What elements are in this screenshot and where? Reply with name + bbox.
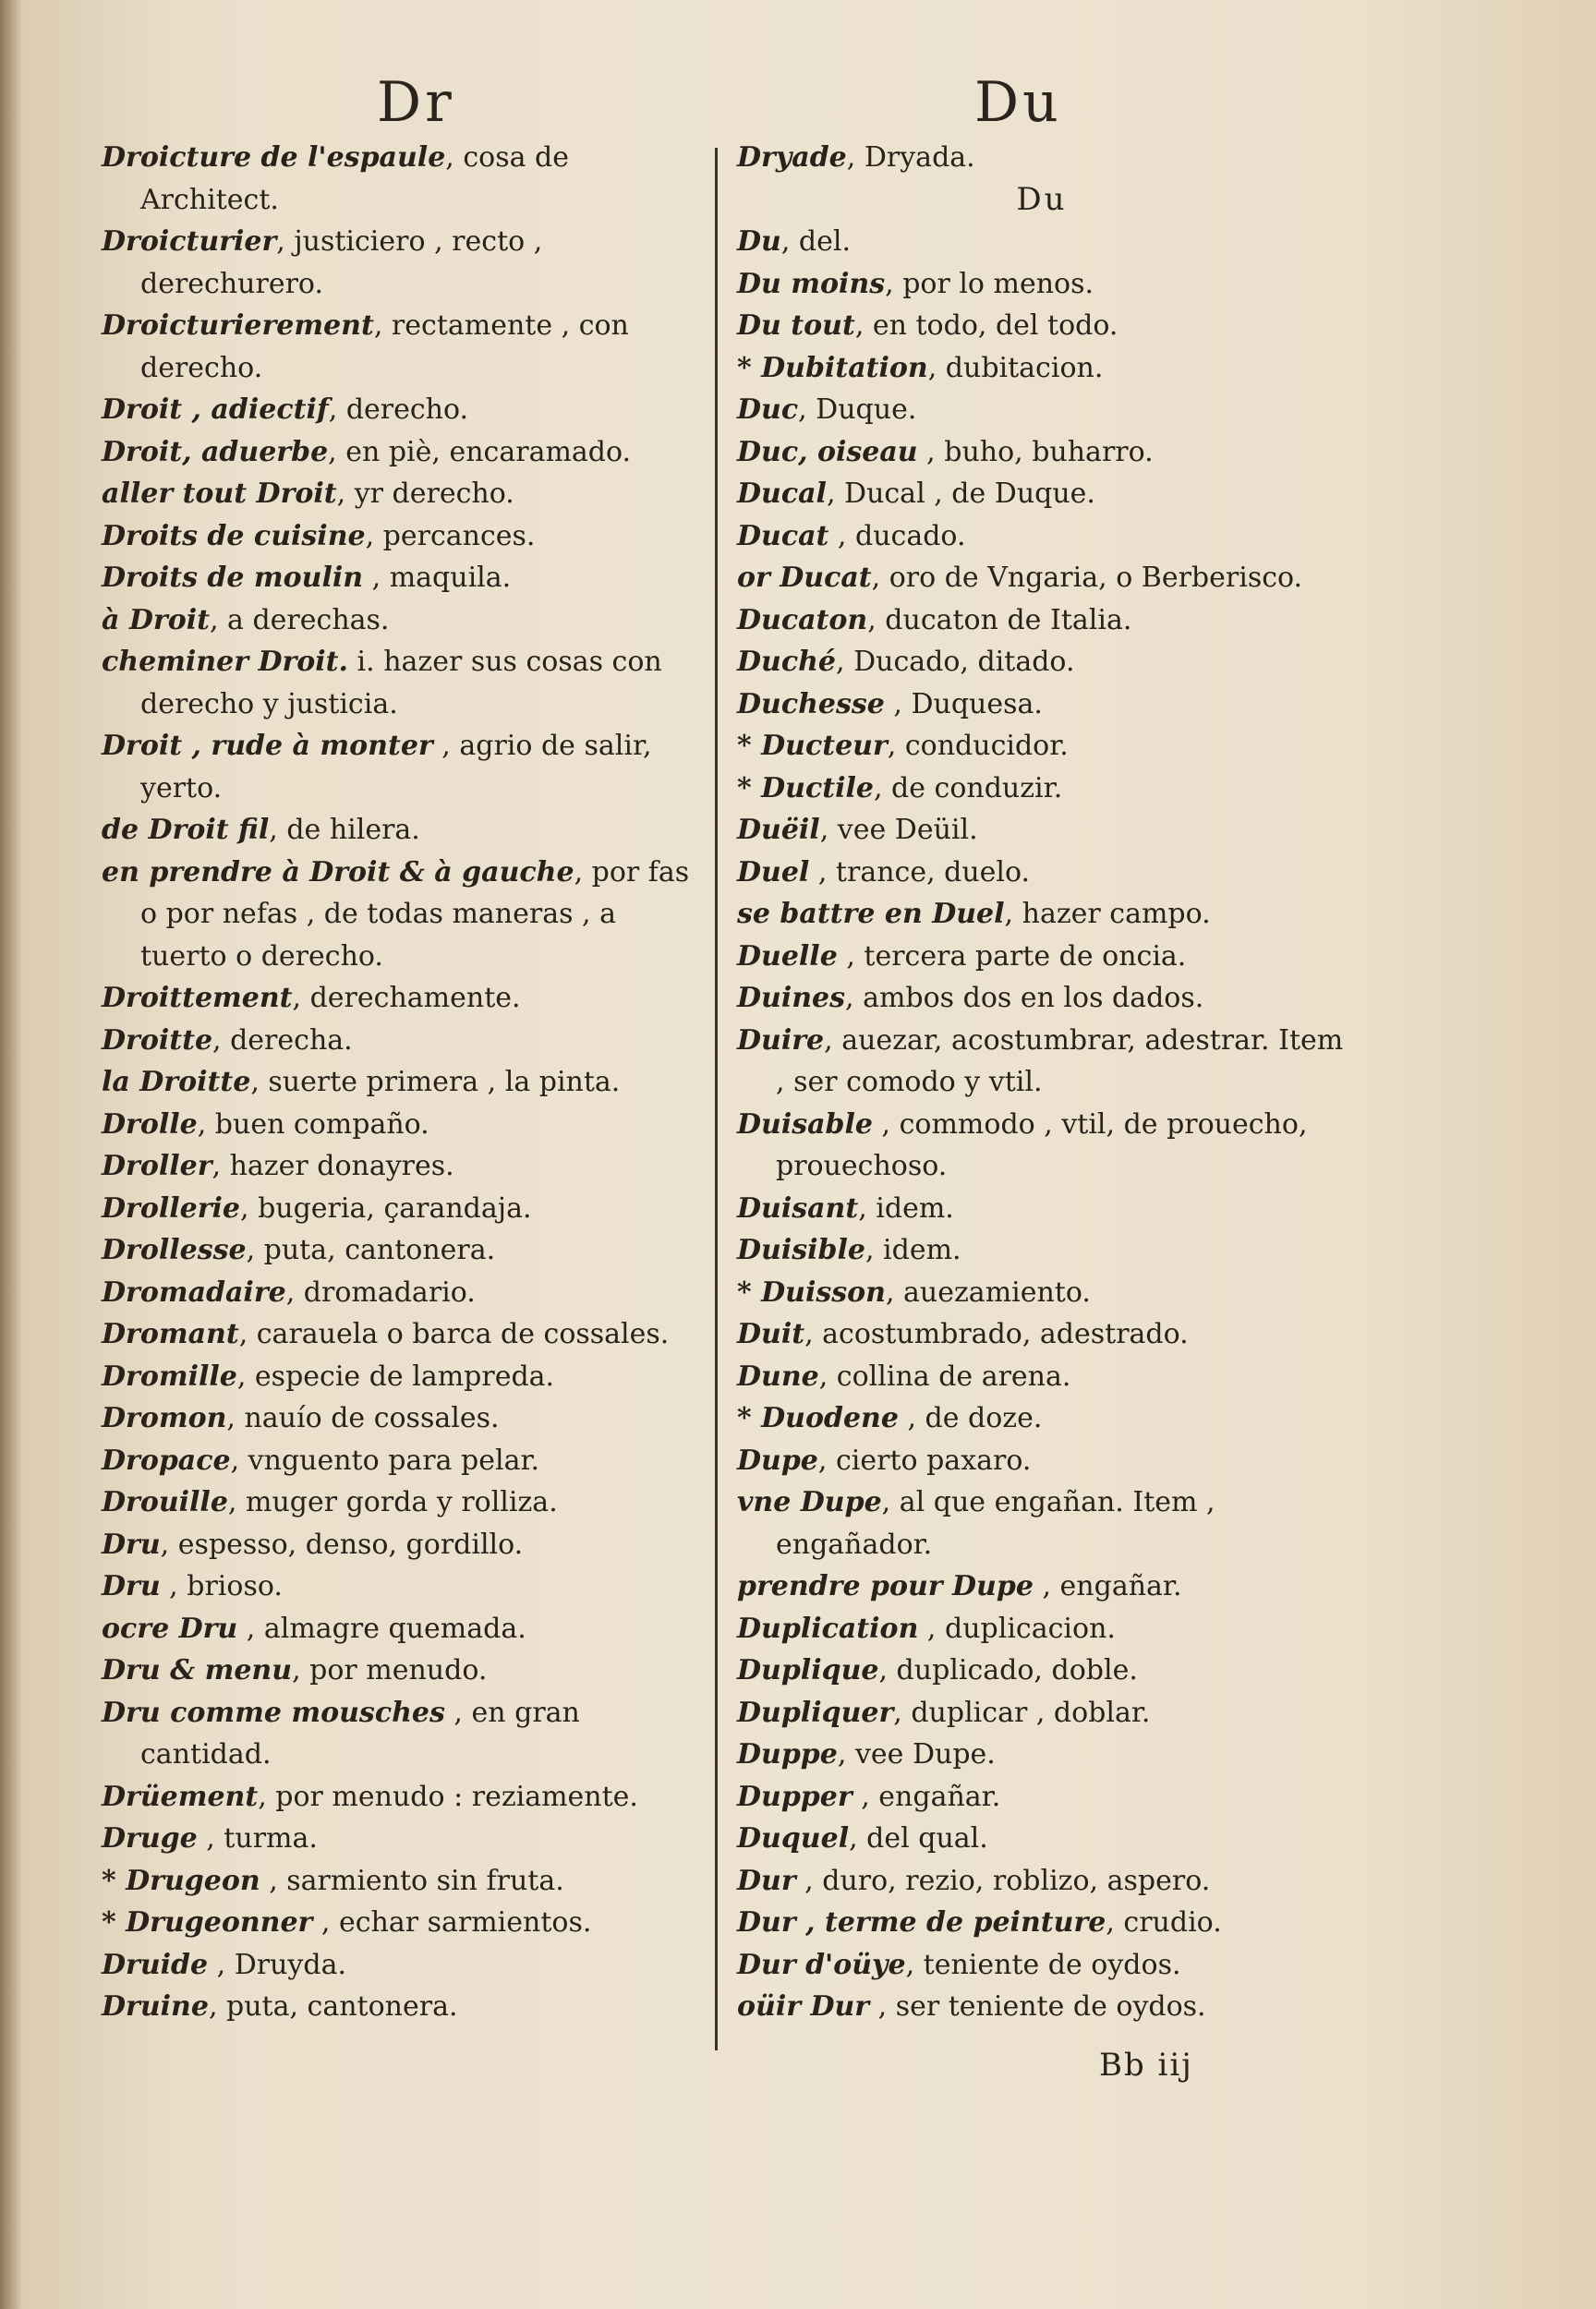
dictionary-entry	[102, 1524, 702, 1566]
entry-translation: , cosa de Architect.	[140, 141, 569, 216]
section-heading: Du	[1016, 180, 1068, 218]
dictionary-entry	[737, 1944, 1347, 1987]
entry-headword: Drouille	[102, 1486, 228, 1518]
entry-headword: vne Dupe	[737, 1486, 882, 1518]
right-column-header: Du	[974, 70, 1062, 135]
entry-headword: Duisable	[737, 1107, 874, 1141]
entry-headword: Dryade	[737, 141, 847, 174]
entry-headword: à Droit	[102, 603, 210, 636]
dictionary-entry	[102, 1986, 702, 2028]
entry-translation: , hazer campo.	[1004, 898, 1211, 930]
dictionary-entry	[102, 1481, 702, 1524]
entry-translation: , duplicacion.	[918, 1612, 1116, 1645]
entry-translation: , en gran cantidad.	[140, 1696, 580, 1771]
dictionary-entry	[102, 515, 702, 558]
entry-headword: Dru	[102, 1570, 161, 1602]
entry-translation: , turma.	[197, 1822, 318, 1855]
dictionary-entry	[737, 1986, 1347, 2028]
entry-translation: , de doze.	[898, 1402, 1043, 1434]
entry-headword: * Drugeon	[102, 1864, 260, 1897]
entry-translation: , por menudo.	[292, 1654, 488, 1686]
entry-translation: , cierto paxaro.	[817, 1444, 1032, 1477]
entry-headword: Dune	[737, 1360, 819, 1393]
entry-translation: , brioso.	[160, 1570, 283, 1602]
dictionary-entry	[102, 1104, 702, 1146]
entry-translation: , vee Dupe.	[837, 1738, 996, 1771]
dictionary-entry	[102, 221, 702, 305]
dictionary-entry	[102, 1608, 702, 1650]
entry-translation: , del qual.	[849, 1822, 988, 1855]
dictionary-entry	[737, 389, 1347, 431]
entry-translation: , auezamiento.	[885, 1275, 1091, 1309]
entry-headword: Droittement	[102, 982, 293, 1014]
entry-translation: , puta, cantonera.	[246, 1234, 496, 1266]
dictionary-entry	[737, 1566, 1347, 1608]
dictionary-entry	[102, 809, 702, 852]
entry-headword: Droicture de l'espaule	[102, 141, 446, 174]
entry-translation: , ducado.	[828, 519, 966, 552]
dictionary-entry	[102, 1566, 702, 1608]
entry-headword: Dru comme mousches	[102, 1696, 445, 1729]
entry-translation: , idem.	[864, 1234, 961, 1266]
dictionary-entry	[737, 1776, 1347, 1819]
dictionary-entry	[737, 936, 1347, 978]
dictionary-entry	[102, 641, 702, 725]
dictionary-entry	[737, 1188, 1347, 1230]
entry-headword: Dru & menu	[102, 1654, 293, 1686]
dictionary-entry	[737, 1734, 1347, 1776]
entry-translation: , de conduzir.	[873, 771, 1063, 804]
dictionary-entry	[737, 599, 1347, 642]
entry-translation: , suerte primera , la pinta.	[250, 1066, 621, 1098]
entry-headword: de Droit fil	[102, 814, 270, 846]
left-column	[102, 137, 702, 2028]
entry-headword: * Duodene	[737, 1402, 899, 1434]
entry-headword: Duire	[737, 1023, 825, 1057]
entry-headword: or Ducat	[737, 562, 872, 594]
entry-headword: Duit	[737, 1318, 805, 1350]
dictionary-entry	[102, 557, 702, 599]
entry-translation: , dubitacion.	[927, 351, 1104, 384]
entry-headword: ocre Dru	[102, 1612, 238, 1645]
entry-translation: , carauela o barca de cossales.	[238, 1318, 670, 1350]
dictionary-entry	[102, 1397, 702, 1440]
entry-translation: , agrio de salir, yerto.	[140, 730, 652, 804]
entry-headword: Duc, oiseau	[737, 435, 918, 468]
entry-headword: Duppe	[737, 1738, 838, 1771]
entry-translation: , percances.	[365, 519, 536, 552]
entry-translation: , puta, cantonera.	[208, 1990, 458, 2023]
entry-translation: , commodo , vtil, de prouecho, prouechoso.	[776, 1107, 1308, 1182]
entry-translation: , vnguento para pelar.	[230, 1444, 540, 1477]
entry-headword: Drollerie	[102, 1191, 240, 1225]
entry-translation: , duplicado, doble.	[878, 1654, 1138, 1686]
entry-headword: Droller	[102, 1150, 212, 1182]
entry-translation: , a derechas.	[209, 603, 390, 636]
dictionary-entry	[102, 977, 702, 1020]
entry-headword: Droicturier	[102, 225, 277, 258]
entry-headword: Duëil	[737, 814, 820, 846]
entry-translation: , en todo, del todo.	[854, 309, 1118, 342]
entry-translation: , nauío de cossales.	[226, 1402, 500, 1434]
dictionary-entry	[737, 1356, 1347, 1398]
entry-headword: Duché	[737, 646, 836, 678]
right-column	[737, 137, 1347, 2028]
entry-translation: , Duque.	[798, 393, 917, 426]
dictionary-entry	[737, 1229, 1347, 1272]
dictionary-entry	[737, 473, 1347, 515]
entry-translation: , echar sarmientos.	[312, 1906, 592, 1939]
entry-headword: Duel	[737, 855, 810, 889]
entry-headword: Dur	[737, 1864, 796, 1897]
entry-headword: oüir Dur	[737, 1990, 870, 2023]
entry-translation: , por menudo : reziamente.	[258, 1780, 638, 1813]
entry-translation: , Ducado, ditado.	[836, 646, 1075, 678]
entry-headword: Duc	[737, 393, 799, 426]
entry-translation: , muger gorda y rolliza.	[227, 1486, 558, 1518]
entry-translation: , rectamente , con derecho.	[140, 309, 629, 384]
dictionary-entry	[102, 725, 702, 809]
entry-translation: , por lo menos.	[885, 267, 1094, 300]
dictionary-entry	[737, 1818, 1347, 1860]
entry-translation: , espesso, denso, gordillo.	[160, 1528, 524, 1561]
dictionary-entry	[102, 1272, 702, 1314]
left-column-header: Dr	[377, 70, 455, 135]
entry-translation: , almagre quemada.	[237, 1612, 526, 1645]
entry-translation: , conducidor.	[887, 730, 1069, 762]
dictionary-entry	[737, 1272, 1347, 1314]
entry-translation: , hazer donayres.	[212, 1150, 454, 1182]
entry-translation: , derecho.	[328, 393, 469, 426]
dictionary-entry	[102, 1944, 702, 1987]
entry-translation: , sarmiento sin fruta.	[260, 1864, 564, 1897]
entry-translation: , Duquesa.	[884, 687, 1043, 720]
entry-translation: , idem.	[858, 1191, 954, 1225]
dictionary-entry	[102, 1356, 702, 1398]
dictionary-entry	[102, 1061, 702, 1104]
entry-translation: , auezar, acostumbrar, adestrar. Item , ser comodo y vtil.	[776, 1023, 1344, 1098]
dictionary-entry	[737, 221, 1347, 263]
entry-headword: Duplication	[737, 1612, 919, 1645]
dictionary-entry	[737, 431, 1347, 474]
entry-translation: , duplicar , doblar.	[893, 1696, 1151, 1729]
entry-headword: Drüement	[102, 1780, 259, 1813]
entry-headword: Drolle	[102, 1107, 198, 1141]
entry-headword: * Duisson	[737, 1275, 886, 1309]
entry-headword: Dromant	[102, 1318, 239, 1350]
dictionary-entry	[737, 1902, 1347, 1944]
entry-translation: , Druyda.	[208, 1948, 346, 1981]
column-divider	[715, 148, 718, 2050]
entry-headword: Duines	[737, 982, 846, 1014]
entry-headword: Du tout	[737, 309, 855, 342]
dictionary-entry	[737, 1692, 1347, 1735]
entry-translation: , dromadario.	[285, 1275, 476, 1309]
dictionary-entry	[737, 1650, 1347, 1692]
entry-headword: Dru	[102, 1528, 161, 1561]
entry-translation: , yr derecho.	[336, 478, 514, 510]
entry-headword: Duplique	[737, 1654, 879, 1686]
entry-headword: Droits de moulin	[102, 562, 364, 594]
dictionary-entry	[102, 1650, 702, 1692]
entry-headword: Drollesse	[102, 1234, 247, 1266]
dictionary-entry	[737, 893, 1347, 936]
entry-translation: , especie de lampreda.	[236, 1360, 555, 1393]
dictionary-entry	[737, 977, 1347, 1020]
entry-translation: , de hilera.	[269, 814, 420, 846]
dictionary-entry	[102, 473, 702, 515]
dictionary-entry	[737, 137, 1347, 179]
dictionary-entry	[737, 347, 1347, 390]
entry-translation: , crudio.	[1106, 1906, 1222, 1939]
entry-headword: Ducat	[737, 519, 829, 552]
dictionary-entry	[102, 1145, 702, 1188]
entry-headword: Duquel	[737, 1822, 850, 1855]
entry-headword: Duisant	[737, 1191, 859, 1225]
signature-mark: Bb iij	[1099, 2047, 1193, 2084]
entry-translation: , derecha.	[212, 1023, 353, 1057]
dictionary-entry	[737, 768, 1347, 810]
entry-translation: , Dryada.	[846, 141, 975, 174]
dictionary-entry	[102, 1229, 702, 1272]
dictionary-entry	[102, 1860, 702, 1903]
dictionary-entry	[102, 1818, 702, 1860]
entry-headword: en prendre à Droit & à gauche	[102, 855, 574, 889]
entry-headword: Dupper	[737, 1780, 852, 1813]
dictionary-entry	[737, 305, 1347, 347]
entry-headword: Dupliquer	[737, 1696, 894, 1729]
dictionary-entry	[737, 1440, 1347, 1482]
entry-headword: prendre pour Dupe	[737, 1570, 1034, 1602]
entry-headword: * Ducteur	[737, 730, 888, 762]
entry-headword: Droit , rude à monter	[102, 730, 433, 762]
entry-translation: , buen compaño.	[197, 1107, 429, 1141]
entry-headword: la Droitte	[102, 1066, 251, 1098]
entry-headword: Druine	[102, 1990, 209, 2023]
entry-headword: * Drugeonner	[102, 1906, 313, 1939]
entry-headword: * Dubitation	[737, 351, 928, 384]
entry-translation: , justiciero , recto , derechurero.	[140, 225, 543, 300]
entry-translation: , ducaton de Italia.	[867, 603, 1132, 636]
entry-translation: , collina de arena.	[818, 1360, 1071, 1393]
entry-headword: aller tout Droit	[102, 478, 337, 510]
entry-translation: , Ducal , de Duque.	[826, 478, 1095, 510]
dictionary-entry	[737, 1397, 1347, 1440]
entry-translation: , bugeria, çarandaja.	[240, 1191, 532, 1225]
entry-translation: , duro, rezio, roblizo, aspero.	[795, 1864, 1211, 1897]
entry-headword: Duisible	[737, 1234, 865, 1266]
entry-translation: , en piè, encaramado.	[328, 435, 632, 468]
entry-headword: Droits de cuisine	[102, 519, 366, 552]
entry-headword: Droitte	[102, 1023, 213, 1057]
dictionary-entry	[737, 809, 1347, 852]
dictionary-entry	[102, 431, 702, 474]
entry-headword: Droit, aduerbe	[102, 435, 329, 468]
dictionary-entry	[737, 1860, 1347, 1903]
entry-headword: Dur d'oüye	[737, 1948, 906, 1981]
dictionary-entry	[737, 1313, 1347, 1356]
dictionary-entry	[737, 1481, 1347, 1566]
entry-translation: , oro de Vngaria, o Berberisco.	[871, 562, 1303, 594]
entry-headword: Dromille	[102, 1360, 237, 1393]
entry-translation: , maquila.	[363, 562, 512, 594]
dictionary-entry	[102, 305, 702, 389]
dictionary-entry	[102, 599, 702, 642]
entry-translation: , por fas o por nefas , de todas maneras , a tuerto o derecho.	[140, 855, 690, 973]
entry-translation: , vee Deüil.	[819, 814, 978, 846]
dictionary-entry	[102, 1188, 702, 1230]
entry-headword: Duelle	[737, 939, 838, 973]
entry-headword: * Ductile	[737, 771, 874, 804]
entry-translation: , engañar.	[1033, 1570, 1182, 1602]
entry-translation: , tercera parte de oncia.	[837, 939, 1187, 973]
entry-headword: Du	[737, 225, 781, 258]
dictionary-entry	[737, 641, 1347, 683]
entry-translation: , trance, duelo.	[809, 855, 1031, 889]
dictionary-entry	[102, 137, 702, 221]
dictionary-entry	[737, 263, 1347, 306]
dictionary-entry	[737, 683, 1347, 726]
entry-headword: Dupe	[737, 1444, 818, 1477]
dictionary-entry	[737, 725, 1347, 768]
entry-headword: Ducal	[737, 478, 827, 510]
entry-headword: Dromadaire	[102, 1275, 286, 1309]
entry-translation: , engañar.	[852, 1780, 1001, 1813]
entry-headword: Dur , terme de peinture	[737, 1906, 1106, 1939]
entry-headword: Duchesse	[737, 687, 885, 720]
dictionary-entry	[102, 1902, 702, 1944]
dictionary-entry	[102, 389, 702, 431]
dictionary-entry	[102, 1020, 702, 1062]
entry-translation: , buho, buharro.	[917, 435, 1154, 468]
entry-translation: , acostumbrado, adestrado.	[804, 1318, 1189, 1350]
dictionary-entry	[102, 1692, 702, 1776]
entry-translation: , al que engañan. Item , engañador.	[776, 1486, 1215, 1561]
entry-translation: i. hazer sus cosas con derecho y justicia.	[140, 646, 662, 720]
entry-headword: Dropace	[102, 1444, 231, 1477]
entry-translation: , teniente de oydos.	[905, 1948, 1181, 1981]
entry-headword: Ducaton	[737, 603, 868, 636]
entry-headword: Du moins	[737, 267, 886, 300]
dictionary-entry	[102, 852, 702, 978]
entry-translation: , ser teniente de oydos.	[869, 1990, 1206, 2023]
dictionary-entry	[737, 515, 1347, 558]
dictionary-entry	[737, 1104, 1347, 1188]
entry-headword: Droicturierement	[102, 309, 374, 342]
entry-headword: Droit , adiectif	[102, 393, 329, 426]
dictionary-entry	[737, 557, 1347, 599]
entry-headword: cheminer Droit.	[102, 646, 348, 678]
entry-headword: Druge	[102, 1822, 198, 1855]
dictionary-entry	[737, 1608, 1347, 1650]
entry-headword: Dromon	[102, 1402, 227, 1434]
dictionary-entry	[737, 1020, 1347, 1104]
entry-translation: , ambos dos en los dados.	[845, 982, 1204, 1014]
entry-translation: , del.	[780, 225, 851, 258]
dictionary-entry	[102, 1440, 702, 1482]
dictionary-entry	[102, 1313, 702, 1356]
dictionary-entry	[737, 852, 1347, 894]
entry-headword: se battre en Duel	[737, 898, 1005, 930]
entry-headword: Druide	[102, 1948, 209, 1981]
dictionary-entry	[102, 1776, 702, 1819]
entry-translation: , derechamente.	[292, 982, 521, 1014]
